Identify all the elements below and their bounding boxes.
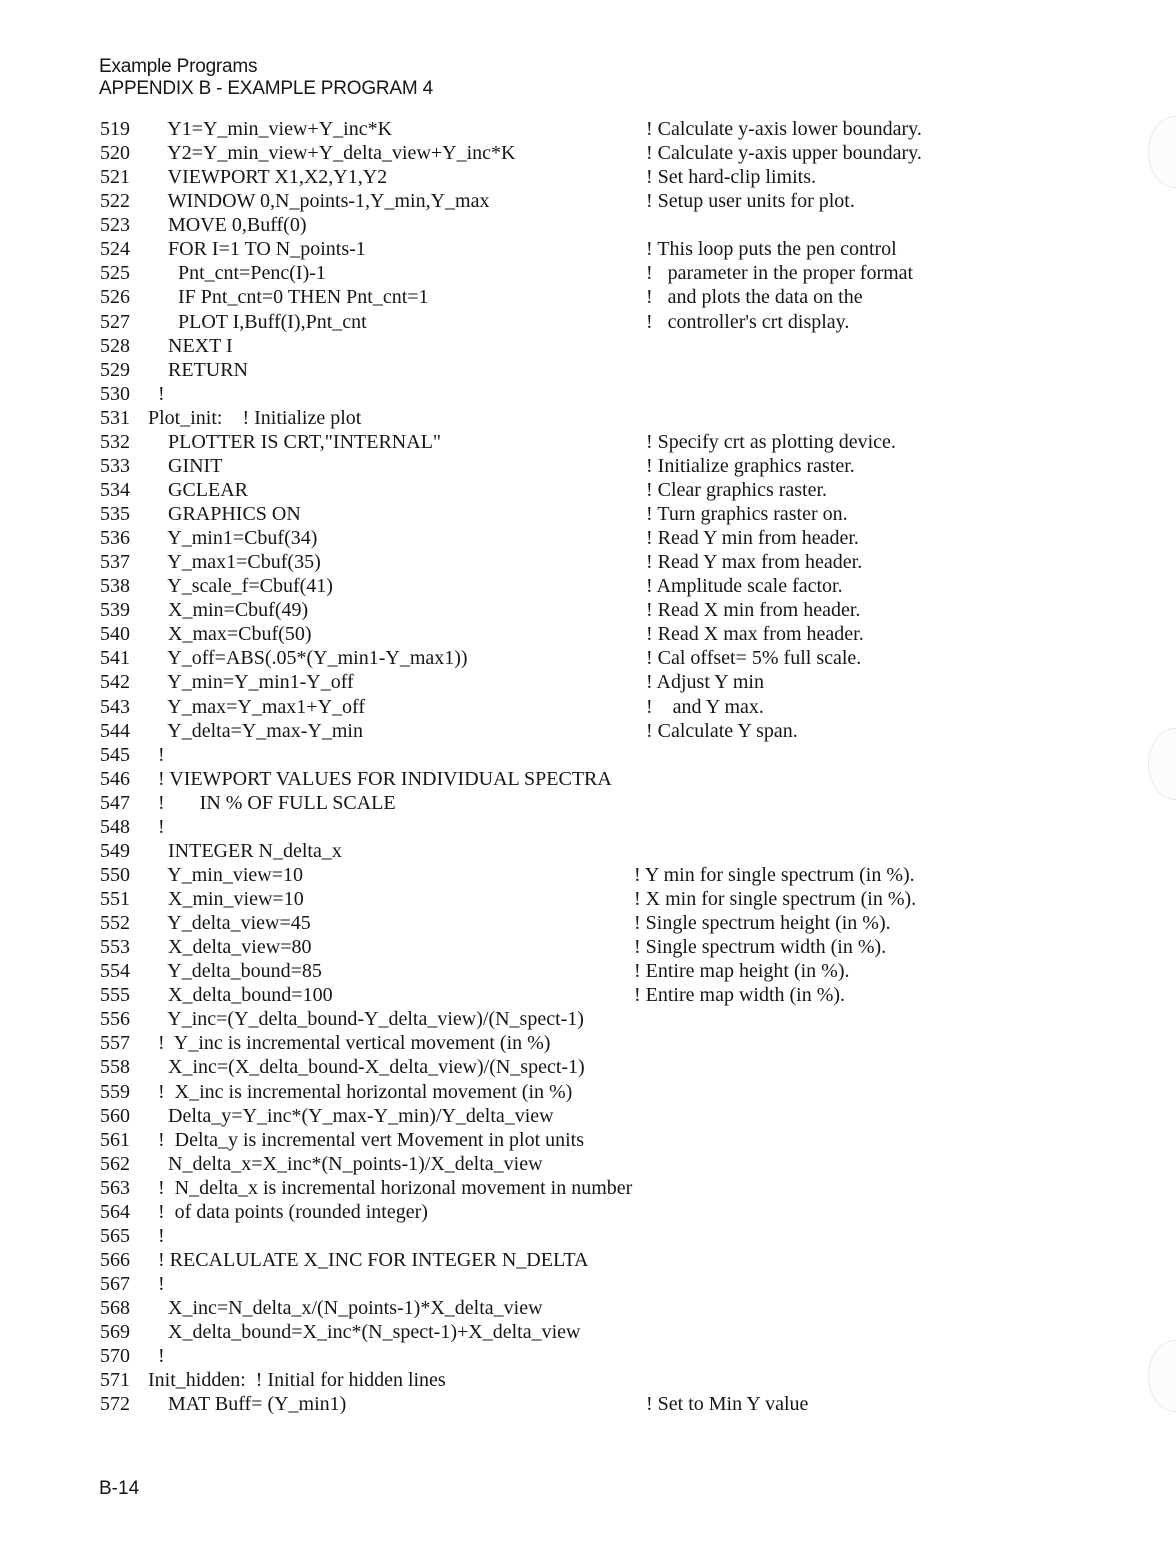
code-statement: ! xyxy=(148,382,165,405)
code-line xyxy=(0,550,1176,574)
code-line xyxy=(0,887,1176,911)
code-statement: Y_delta_bound=85 xyxy=(148,960,322,983)
line-number: 523 xyxy=(100,214,130,237)
code-line xyxy=(0,310,1176,334)
code-line xyxy=(0,1296,1176,1320)
line-number: 522 xyxy=(100,190,130,213)
code-comment: ! Set to Min Y value xyxy=(646,1393,809,1416)
code-statement: FOR I=1 TO N_points-1 xyxy=(148,238,366,261)
code-statement: N_delta_x=X_inc*(N_points-1)/X_delta_view xyxy=(148,1152,543,1175)
code-statement: X_delta_bound=100 xyxy=(148,984,333,1007)
code-comment: ! Specify crt as plotting device. xyxy=(646,430,896,453)
line-number: 552 xyxy=(100,912,130,935)
code-statement: RETURN xyxy=(148,358,248,381)
code-line xyxy=(0,598,1176,622)
code-comment: ! Single spectrum height (in %). xyxy=(634,912,891,935)
line-number: 561 xyxy=(100,1128,130,1151)
line-number: 558 xyxy=(100,1056,130,1079)
code-comment: ! Single spectrum width (in %). xyxy=(634,936,887,959)
code-line xyxy=(0,695,1176,719)
code-line xyxy=(0,719,1176,743)
line-number: 550 xyxy=(100,863,130,886)
code-line xyxy=(0,117,1176,141)
line-number: 551 xyxy=(100,888,130,910)
line-number: 548 xyxy=(100,815,130,838)
code-statement: Y_min_view=10 xyxy=(148,863,303,886)
code-statement: GCLEAR xyxy=(148,478,248,501)
code-line xyxy=(0,622,1176,646)
code-statement: WINDOW 0,N_points-1,Y_min,Y_max xyxy=(148,190,490,213)
code-statement: MOVE 0,Buff(0) xyxy=(148,214,307,237)
line-number: 555 xyxy=(100,984,130,1007)
code-line xyxy=(0,935,1176,959)
code-comment: ! Initialize graphics raster. xyxy=(646,454,855,477)
code-comment: ! Entire map width (in %). xyxy=(634,984,846,1007)
code-line xyxy=(0,1007,1176,1031)
code-statement: ! VIEWPORT VALUES FOR INDIVIDUAL SPECTRA xyxy=(148,767,612,790)
code-comment: ! Cal offset= 5% full scale. xyxy=(646,647,862,670)
code-line xyxy=(0,478,1176,502)
code-statement: X_min=Cbuf(49) xyxy=(148,599,309,622)
code-statement: Y_max1=Cbuf(35) xyxy=(148,551,321,574)
line-number: 540 xyxy=(100,623,130,646)
code-line xyxy=(0,406,1176,430)
code-line xyxy=(0,1104,1176,1128)
code-line xyxy=(0,1344,1176,1368)
code-statement: ! N_delta_x is incremental horizonal movement in number xyxy=(148,1176,633,1199)
code-line xyxy=(0,670,1176,694)
line-number: 563 xyxy=(100,1176,130,1199)
line-number: 531 xyxy=(100,406,130,429)
line-number: 544 xyxy=(100,719,130,742)
code-line xyxy=(0,1200,1176,1224)
code-statement: Y_scale_f=Cbuf(41) xyxy=(148,575,333,598)
code-line xyxy=(0,526,1176,550)
line-number: 566 xyxy=(100,1248,130,1271)
line-number: 521 xyxy=(100,166,130,189)
code-line xyxy=(0,1392,1176,1416)
line-number: 554 xyxy=(100,960,130,983)
code-line xyxy=(0,911,1176,935)
code-statement: INTEGER N_delta_x xyxy=(148,839,342,862)
code-comment: ! X min for single spectrum (in %). xyxy=(634,888,917,910)
code-statement: ! RECALULATE X_INC FOR INTEGER N_DELTA xyxy=(148,1248,589,1271)
line-number: 565 xyxy=(100,1224,130,1247)
line-number: 569 xyxy=(100,1321,130,1344)
code-statement: Y_off=ABS(.05*(Y_min1-Y_max1)) xyxy=(148,647,468,670)
code-statement: NEXT I xyxy=(148,334,233,357)
code-comment: ! Read X min from header. xyxy=(646,599,861,622)
code-statement: ! xyxy=(148,815,165,838)
line-number: 570 xyxy=(100,1345,130,1368)
code-line xyxy=(0,1080,1176,1104)
code-comment: ! and Y max. xyxy=(646,695,764,718)
code-statement: Pnt_cnt=Penc(I)-1 xyxy=(148,262,326,285)
code-line xyxy=(0,767,1176,791)
code-line xyxy=(0,1176,1176,1200)
code-statement: Y1=Y_min_view+Y_inc*K xyxy=(148,118,393,140)
code-statement: GINIT xyxy=(148,454,223,477)
code-comment: ! Set hard-clip limits. xyxy=(646,166,816,189)
code-line xyxy=(0,358,1176,382)
code-line xyxy=(0,743,1176,767)
code-statement: Y_max=Y_max1+Y_off xyxy=(148,695,365,718)
code-line xyxy=(0,863,1176,887)
code-statement: PLOT I,Buff(I),Pnt_cnt xyxy=(148,310,367,333)
page-number: B-14 xyxy=(99,1478,140,1499)
code-comment: ! Entire map height (in %). xyxy=(634,960,850,983)
code-line xyxy=(0,454,1176,478)
code-statement: ! xyxy=(148,1273,165,1295)
line-number: 538 xyxy=(100,575,130,598)
code-statement: Y_min=Y_min1-Y_off xyxy=(148,671,354,694)
code-line xyxy=(0,189,1176,213)
code-comment: ! Setup user units for plot. xyxy=(646,190,855,213)
code-line xyxy=(0,1320,1176,1344)
line-number: 564 xyxy=(100,1200,130,1223)
code-comment: ! Read Y min from header. xyxy=(646,527,859,550)
code-statement: Plot_init: ! Initialize plot xyxy=(148,406,362,429)
line-number: 530 xyxy=(100,382,130,405)
code-line xyxy=(0,1272,1176,1296)
line-number: 528 xyxy=(100,334,130,357)
code-line xyxy=(0,213,1176,237)
code-line xyxy=(0,1248,1176,1272)
code-statement: IF Pnt_cnt=0 THEN Pnt_cnt=1 xyxy=(148,286,429,309)
line-number: 526 xyxy=(100,286,130,309)
line-number: 542 xyxy=(100,671,130,694)
code-statement: ! X_inc is incremental horizontal movement (in %) xyxy=(148,1080,573,1103)
line-number: 571 xyxy=(100,1369,130,1392)
line-number: 559 xyxy=(100,1080,130,1103)
code-line xyxy=(0,791,1176,815)
code-comment: ! Clear graphics raster. xyxy=(646,478,828,501)
code-statement: Delta_y=Y_inc*(Y_max-Y_min)/Y_delta_view xyxy=(148,1104,554,1127)
line-number: 534 xyxy=(100,478,130,501)
line-number: 536 xyxy=(100,527,130,550)
line-number: 572 xyxy=(100,1393,130,1416)
code-statement: ! of data points (rounded integer) xyxy=(148,1200,428,1223)
code-line xyxy=(0,1224,1176,1248)
line-number: 524 xyxy=(100,238,130,261)
running-header-section: APPENDIX B - EXAMPLE PROGRAM 4 xyxy=(99,78,433,99)
running-header-title: Example Programs xyxy=(99,56,258,77)
line-number: 535 xyxy=(100,503,130,525)
code-statement: Y_min1=Cbuf(34) xyxy=(148,527,318,550)
code-line xyxy=(0,839,1176,863)
code-statement: X_delta_view=80 xyxy=(148,936,312,959)
code-line xyxy=(0,141,1176,165)
code-statement: X_delta_bound=X_inc*(N_spect-1)+X_delta_view xyxy=(148,1321,581,1344)
code-statement: Y_inc=(Y_delta_bound-Y_delta_view)/(N_spect-1) xyxy=(148,1008,584,1031)
code-comment: ! Read Y max from header. xyxy=(646,551,863,574)
line-number: 556 xyxy=(100,1008,130,1031)
code-line xyxy=(0,646,1176,670)
code-line xyxy=(0,983,1176,1007)
code-comment: ! Calculate y-axis lower boundary. xyxy=(646,118,922,140)
line-number: 545 xyxy=(100,743,130,766)
line-number: 543 xyxy=(100,695,130,718)
line-number: 549 xyxy=(100,839,130,862)
code-comment: ! and plots the data on the xyxy=(646,286,863,309)
code-line xyxy=(0,815,1176,839)
line-number: 546 xyxy=(100,767,130,790)
code-line xyxy=(0,261,1176,285)
code-statement: MAT Buff= (Y_min1) xyxy=(148,1393,347,1416)
line-number: 532 xyxy=(100,430,130,453)
line-number: 537 xyxy=(100,551,130,574)
code-line xyxy=(0,334,1176,358)
line-number: 547 xyxy=(100,791,130,814)
line-number: 519 xyxy=(100,118,130,140)
code-line xyxy=(0,237,1176,261)
code-line xyxy=(0,1368,1176,1392)
code-comment: ! parameter in the proper format xyxy=(646,262,914,285)
code-statement: ! xyxy=(148,1224,165,1247)
code-statement: X_max=Cbuf(50) xyxy=(148,623,312,646)
code-comment: ! This loop puts the pen control xyxy=(646,238,897,261)
line-number: 525 xyxy=(100,262,130,285)
code-statement: X_inc=N_delta_x/(N_points-1)*X_delta_view xyxy=(148,1297,543,1320)
line-number: 567 xyxy=(100,1273,130,1295)
code-statement: ! IN % OF FULL SCALE xyxy=(148,791,396,814)
code-statement: Y_delta=Y_max-Y_min xyxy=(148,719,363,742)
code-line xyxy=(0,430,1176,454)
code-line xyxy=(0,1031,1176,1055)
code-comment: ! Turn graphics raster on. xyxy=(646,503,848,525)
code-statement: ! xyxy=(148,1345,165,1368)
line-number: 533 xyxy=(100,454,130,477)
code-statement: ! Delta_y is incremental vert Movement in plot units xyxy=(148,1128,585,1151)
code-line xyxy=(0,574,1176,598)
code-comment: ! Adjust Y min xyxy=(646,671,764,694)
code-statement: PLOTTER IS CRT,"INTERNAL" xyxy=(148,430,442,453)
line-number: 553 xyxy=(100,936,130,959)
code-statement: X_min_view=10 xyxy=(148,888,304,910)
code-statement: Init_hidden: ! Initial for hidden lines xyxy=(148,1369,446,1392)
line-number: 568 xyxy=(100,1297,130,1320)
code-statement: GRAPHICS ON xyxy=(148,503,301,525)
code-statement: Y_delta_view=45 xyxy=(148,912,311,935)
line-number: 560 xyxy=(100,1104,130,1127)
code-line xyxy=(0,502,1176,526)
line-number: 529 xyxy=(100,358,130,381)
code-line xyxy=(0,959,1176,983)
code-statement: X_inc=(X_delta_bound-X_delta_view)/(N_spect-1) xyxy=(148,1056,585,1079)
code-line xyxy=(0,382,1176,406)
line-number: 562 xyxy=(100,1152,130,1175)
line-number: 527 xyxy=(100,310,130,333)
code-line xyxy=(0,1055,1176,1079)
code-line xyxy=(0,165,1176,189)
line-number: 520 xyxy=(100,142,130,165)
line-number: 557 xyxy=(100,1032,130,1055)
line-number: 539 xyxy=(100,599,130,622)
code-statement: VIEWPORT X1,X2,Y1,Y2 xyxy=(148,166,388,189)
code-statement: Y2=Y_min_view+Y_delta_view+Y_inc*K xyxy=(148,142,516,165)
line-number: 541 xyxy=(100,647,130,670)
code-comment: ! controller's crt display. xyxy=(646,310,850,333)
code-comment: ! Calculate y-axis upper boundary. xyxy=(646,142,922,165)
code-comment: ! Calculate Y span. xyxy=(646,719,798,742)
code-line xyxy=(0,1152,1176,1176)
code-statement: ! xyxy=(148,743,165,766)
code-statement: ! Y_inc is incremental vertical movement (in %) xyxy=(148,1032,551,1055)
code-line xyxy=(0,1128,1176,1152)
code-comment: ! Amplitude scale factor. xyxy=(646,575,843,598)
program-listing xyxy=(0,117,1176,1416)
code-comment: ! Read X max from header. xyxy=(646,623,864,646)
code-line xyxy=(0,285,1176,309)
code-comment: ! Y min for single spectrum (in %). xyxy=(634,863,915,886)
